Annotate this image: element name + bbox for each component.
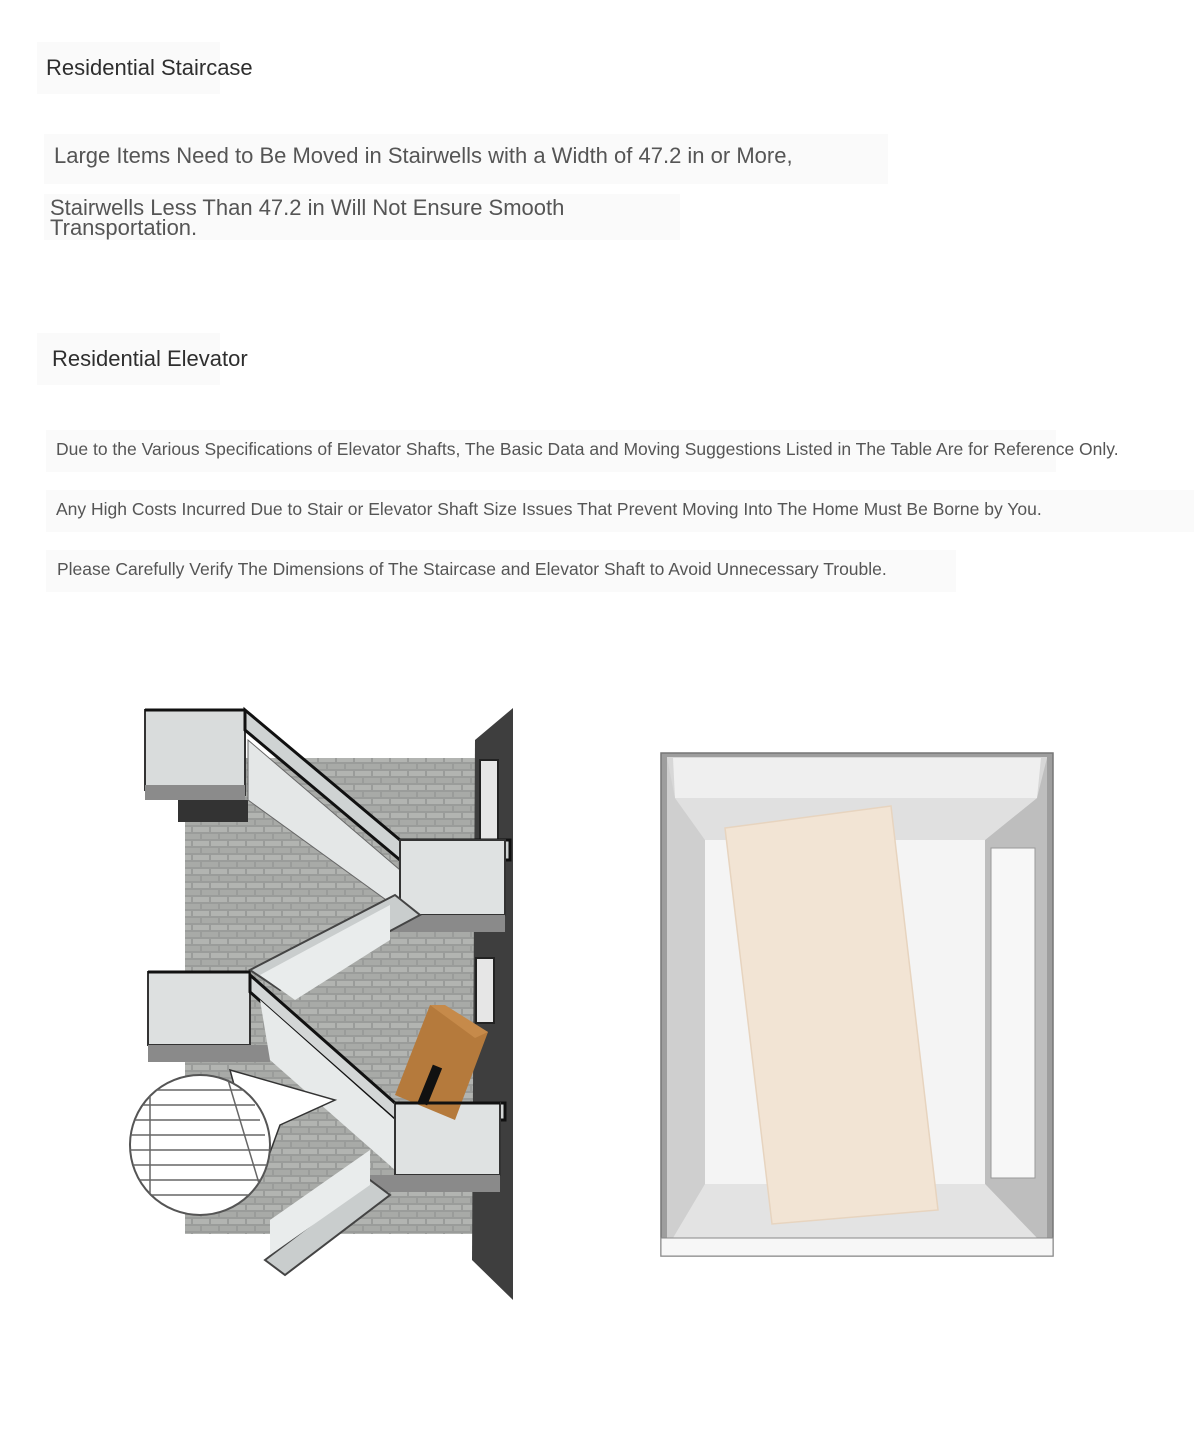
staircase-warning-text-cont: Transportation. [50, 215, 198, 240]
elevator-heading: Residential Elevator [52, 346, 248, 371]
elevator-note-2: Any High Costs Incurred Due to Stair or Elevator Shaft Size Issues That Prevent Moving Into The Home Must Be Borne by You. [56, 499, 1042, 519]
staircase-heading: Residential Staircase [46, 55, 253, 80]
detail-magnifier [130, 1075, 270, 1215]
staircase-illustration [120, 700, 530, 1310]
elevator-note-3: Please Carefully Verify The Dimensions of The Staircase and Elevator Shaft to Avoid Unnecessary Trouble. [57, 559, 887, 579]
elevator-back-wall [673, 758, 1041, 798]
staircase-warning-text: Stairwells Less Than 47.2 in Will Not Ensure Smooth [50, 195, 565, 220]
elevator-note-1: Due to the Various Specifications of Elevator Shafts, The Basic Data and Moving Suggestions Listed in The Table Are for Reference Only. [56, 439, 1119, 459]
elevator-top-view-illustration [655, 748, 1060, 1263]
staircase-requirement-text: Large Items Need to Be Moved in Stairwells with a Width of 47.2 in or More, [54, 143, 793, 168]
